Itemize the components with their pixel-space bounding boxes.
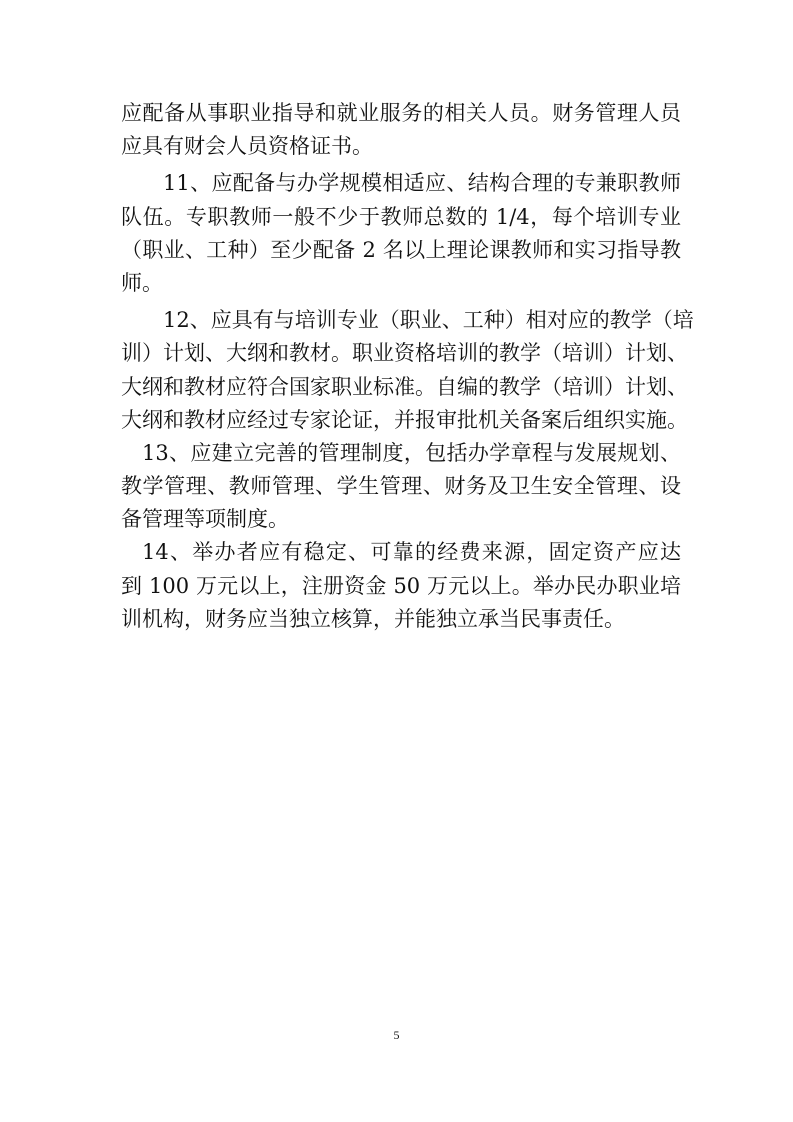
- text-line: 12、应具有与培训专业（职业、工种）相对应的教学（培: [163, 308, 694, 333]
- text-line: 应具有财会人员资格证书。: [121, 134, 373, 159]
- paragraph-13: [121, 437, 681, 537]
- text-line: 11、应配备与办学规模相适应、结构合理的专兼职教师: [163, 171, 681, 196]
- page-number: 5: [393, 1028, 400, 1042]
- text-line: 14、举办者应有稳定、可靠的经费来源，固定资产应达: [142, 540, 681, 565]
- text-line: 应配备从事职业指导和就业服务的相关人员。财务管理人员: [121, 101, 681, 125]
- paragraph-12: [121, 304, 694, 437]
- text-line: 备管理等项制度。: [121, 507, 289, 532]
- text-line: 大纲和教材应符合国家职业标准。自编的教学（培训）计划、: [121, 374, 688, 399]
- text-line: 大纲和教材应经过专家论证，并报审批机关备案后组织实施。: [121, 407, 688, 432]
- text-line: 13、应建立完善的管理制度，包括办学章程与发展规划、: [142, 440, 681, 465]
- text-line: 队伍。专职教师一般不少于教师总数的 1/4，每个培训专业: [121, 204, 681, 229]
- text-line: （职业、工种）至少配备 2 名以上理论课教师和实习指导教: [121, 237, 681, 262]
- text-line: 训）计划、大纲和教材。职业资格培训的教学（培训）计划、: [121, 341, 688, 366]
- document-body: [121, 97, 694, 636]
- paragraph-10-tail: [121, 97, 681, 163]
- text-line: 训机构，财务应当独立核算，并能独立承当民事责任。: [121, 606, 625, 631]
- text-line: 教学管理、教师管理、学生管理、财务及卫生安全管理、设: [121, 474, 681, 499]
- text-line: 到 100 万元以上，注册资金 50 万元以上。举办民办职业培: [121, 573, 681, 598]
- paragraph-14: [121, 536, 681, 636]
- text-line: 师。: [121, 270, 163, 295]
- paragraph-11: [121, 167, 681, 300]
